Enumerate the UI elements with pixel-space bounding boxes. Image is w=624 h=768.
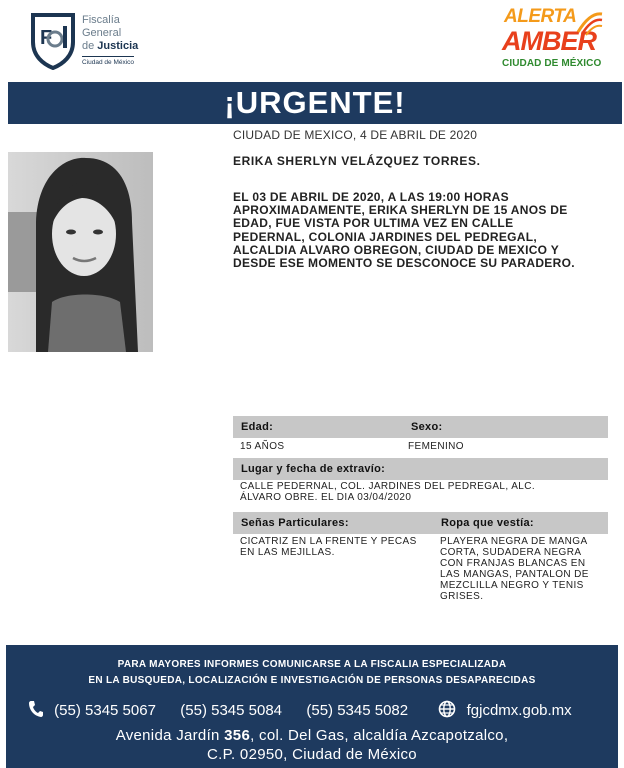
clothes-value-line: CON FRANJAS BLANCAS EN <box>440 558 586 569</box>
sex-value: FEMENINO <box>408 441 464 452</box>
fgj-shield-icon <box>30 12 76 70</box>
marks-value <box>240 536 425 558</box>
fgj-line-3-strong: Justicia <box>97 40 139 52</box>
fgj-line-2: General <box>82 27 122 39</box>
fgj-line-3-prefix: de <box>82 40 98 52</box>
age-label: Edad: <box>233 416 403 438</box>
description-line: EL 03 DE ABRIL DE 2020, A LAS 19:00 HORAS <box>233 190 509 204</box>
clothes-value <box>440 536 610 602</box>
phone-icon <box>28 700 44 718</box>
footer-info-line-1: PARA MAYORES INFORMES COMUNICARSE A LA FISCALIA ESPECIALIZADA <box>117 659 507 670</box>
phone-number-1[interactable]: (55) 5345 5067 <box>54 702 156 719</box>
amber-sun-icon <box>576 10 604 36</box>
clothes-value-line: CORTA, SUDADERA NEGRA <box>440 547 582 558</box>
alerta-amber-logo <box>496 6 610 74</box>
description-line: ALCALDIA ALVARO OBREGON, CIUDAD DE MEXICO Y <box>233 242 560 257</box>
description-line: EDAD, FUE VISTA POR ULTIMA VEZ EN CALLE <box>233 216 514 231</box>
clothes-value-line: LAS MANGAS, PANTALON DE <box>440 569 589 580</box>
website-link[interactable]: fgjcdmx.gob.mx <box>466 702 572 719</box>
description-line: PEDERNAL, COLONIA JARDINES DEL PEDREGAL, <box>233 229 538 244</box>
globe-icon <box>438 700 456 718</box>
marks-value-line: EN LAS MEJILLAS. <box>240 547 335 558</box>
missing-person-name: ERIKA SHERLYN VELÁZQUEZ TORRES. <box>233 154 481 168</box>
age-value: 15 AÑOS <box>240 441 285 452</box>
fgj-logo <box>30 12 180 74</box>
amber-line-3: CIUDAD DE MÉXICO <box>502 58 602 69</box>
fgj-line-4: Ciudad de México <box>82 56 134 67</box>
sex-label: Sexo: <box>403 416 608 438</box>
place-value <box>240 481 600 503</box>
phone-list <box>28 700 572 719</box>
svg-text:F: F <box>40 27 53 49</box>
footer-info-line-2: EN LA BUSQUEDA, LOCALIZACIÓN E INVESTIGACIÓN DE PERSONAS DESAPARECIDAS <box>88 675 536 686</box>
clothes-value-line: GRISES. <box>440 591 484 602</box>
contact-footer <box>6 645 618 768</box>
address-l1-pre: Avenida Jardín <box>115 727 225 744</box>
clothes-label: Ropa que vestía: <box>433 512 608 534</box>
phone-number-2[interactable]: (55) 5345 5084 <box>180 702 283 719</box>
missing-person-photo <box>8 152 153 352</box>
marks-label: Señas Particulares: <box>233 512 433 534</box>
portrait-image <box>8 152 153 352</box>
urgent-banner: ¡URGENTE! <box>8 82 622 124</box>
amber-line-2: AMBER <box>502 26 596 56</box>
address-line-1 <box>6 727 618 744</box>
place-label: Lugar y fecha de extravío: <box>233 458 608 480</box>
address-l1-number: 356 <box>224 727 251 744</box>
place-value-line: CALLE PEDERNAL, COL. JARDINES DEL PEDREGAL, ALC. <box>240 481 536 492</box>
address-line-2: C.P. 02950, Ciudad de México <box>207 746 417 763</box>
place-value-line: ÁLVARO OBRE. EL DIA 03/04/2020 <box>240 492 412 503</box>
report-date: CIUDAD DE MEXICO, 4 DE ABRIL DE 2020 <box>233 128 478 142</box>
address-l1-post: , col. Del Gas, alcaldía Azcapotzalco, <box>250 727 509 744</box>
description-line: DESDE ESE MOMENTO SE DESCONOCE SU PARADERO. <box>233 256 575 271</box>
fgj-line-3 <box>82 40 138 53</box>
description-line: APROXIMADAMENTE, ERIKA SHERLYN DE 15 ANOS DE <box>233 203 568 218</box>
marks-value-line: CICATRIZ EN LA FRENTE Y PECAS <box>240 536 417 547</box>
fgj-wordmark <box>82 14 138 68</box>
amber-line-1: ALERTA <box>504 6 577 27</box>
clothes-value-line: PLAYERA NEGRA DE MANGA <box>440 536 588 547</box>
fgj-line-1: Fiscalía <box>82 14 120 26</box>
clothes-value-line: MEZCLILLA NEGRO Y TENIS <box>440 580 584 591</box>
phone-number-3[interactable]: (55) 5345 5082 <box>306 702 409 719</box>
case-description <box>233 191 603 270</box>
